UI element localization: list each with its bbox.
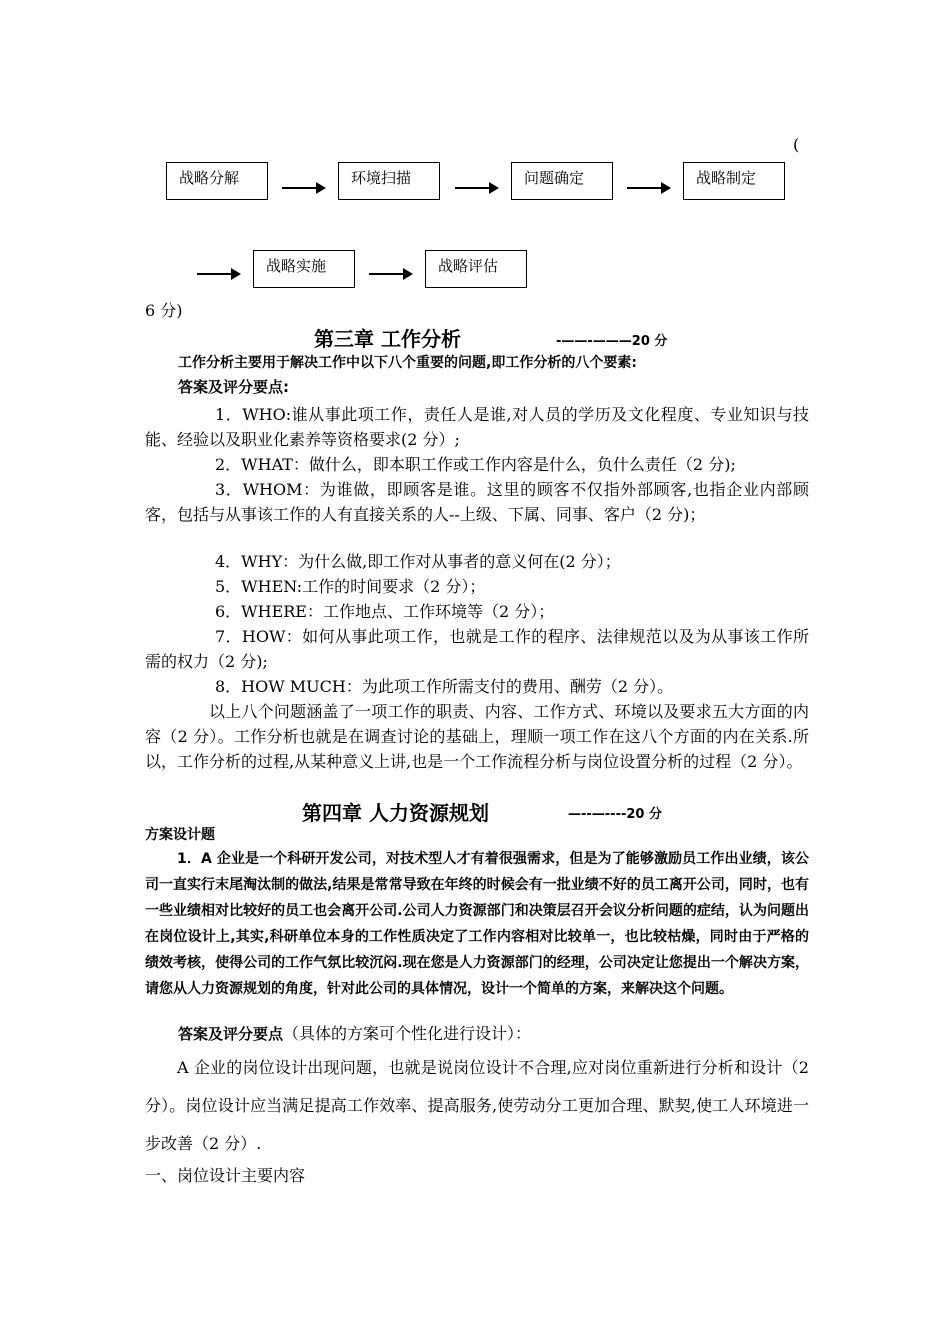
flow-arrow (369, 273, 411, 275)
chapter3-item-4: 4．WHY：为什么做,即工作对从事者的意义何在(2 分）； (215, 552, 621, 571)
flow-box-problem-define: 问题确定 (511, 162, 613, 200)
chapter4-answer-label: 答案及评分要点 (178, 1025, 284, 1043)
chapter4-heading-1: 一、岗位设计主要内容 (145, 1166, 306, 1185)
chapter4-score: —--—----20 分 (568, 807, 662, 822)
flow-box-env-scan: 环境扫描 (338, 162, 440, 200)
score-tail: 6 分) (145, 301, 183, 320)
flow-box-strategy-evaluate: 战略评估 (425, 250, 527, 288)
chapter3-score: -——-———20 分 (556, 334, 668, 349)
top-paren: ( (793, 135, 800, 154)
chapter3-item-8: 8．HOW MUCH：为此项工作所需支付的费用、酬劳（2 分）。 (215, 677, 674, 696)
flow-arrow (455, 187, 497, 189)
chapter3-item-7: 7．HOW：如何从事此项工作，也就是工作的程序、法律规范以及为从事该工作所需的权力（2 分); (145, 627, 809, 671)
chapter4-answer-text: A 企业的岗位设计出现问题，也就是说岗位设计不合理,应对岗位重新进行分析和设计（2 分）。岗位设计应当满足提高工作效率、提高服务,使劳动分工更加合理、默契,使工人环境进一步改善（2 分）. (145, 1058, 809, 1153)
chapter3-title: 第三章 工作分析 (314, 327, 461, 351)
chapter4-section: 方案设计题 (145, 827, 215, 843)
chapter4-case: 1．A 企业是一个科研开发公司，对技术型人才有着很强需求，但是为了能够激励员工作出业绩，该公司一直实行末尾淘汰制的做法,结果是常常导致在年终的时候会有一批业绩不好的员工离开公司，同时，也有一些业绩相对比较好的员工也会离开公司.公司人力资源部门和决策层召开会议分析问题的症结，认为问题出在岗位设计上,其实,科研单位本身的工作性质决定了工作内容相对比较单一，也比较枯燥，同时由于严格的绩效考核，使得公司的工作气氛比较沉闷.现在您是人力资源部门的经理，公司决定让您提出一个解决方案，请您从人力资源规划的角度，针对此公司的具体情况，设计一个简单的方案，来解决这个问题。 (145, 851, 809, 997)
chapter4-answer-line (178, 1021, 531, 1047)
chapter3-answer-label: 答案及评分要点: (178, 378, 289, 396)
flow-arrow (627, 187, 669, 189)
flow-arrow (282, 187, 324, 189)
chapter3-item-1: 1．WHO:谁从事此项工作，责任人是谁,对人员的学历及文化程度、专业知识与技能、经验以及职业化素养等资格要求(2 分）; (145, 405, 809, 449)
chapter3-item-2: 2．WHAT：做什么，即本职工作或工作内容是什么，负什么责任（2 分); (215, 455, 736, 474)
chapter3-summary: 以上八个问题涵盖了一项工作的职责、内容、工作方式、环境以及要求五大方面的内容（2 分）。工作分析也就是在调查讨论的基础上，理顺一项工作在这八个方面的内在关系.所以，工作分析的过程,从某种意义上讲,也是一个工作流程分析与岗位设置分析的过程（2 分）。 (145, 702, 809, 771)
chapter3-item-5: 5．WHEN:工作的时间要求（2 分）； (215, 577, 486, 596)
chapter4-answer-note: （具体的方案可个性化进行设计）： (283, 1024, 532, 1043)
chapter3-item-3: 3．WHOM：为谁做，即顾客是谁。这里的顾客不仅指外部顾客,也指企业内部顾客，包括与从事该工作的人有直接关系的人--上级、下属、同事、客户（2 分)； (145, 480, 809, 524)
chapter3-item-6: 6．WHERE：工作地点、工作环境等（2 分）； (215, 602, 555, 621)
chapter3-intro: 工作分析主要用于解决工作中以下八个重要的问题,即工作分析的八个要素: (178, 355, 637, 371)
chapter4-title: 第四章 人力资源规划 (302, 801, 489, 825)
flow-box-strategy-implement: 战略实施 (253, 250, 355, 288)
flow-box-strategy-formulate: 战略制定 (683, 162, 785, 200)
flow-arrow (197, 273, 239, 275)
flow-box-strategy-decompose: 战略分解 (166, 162, 268, 200)
